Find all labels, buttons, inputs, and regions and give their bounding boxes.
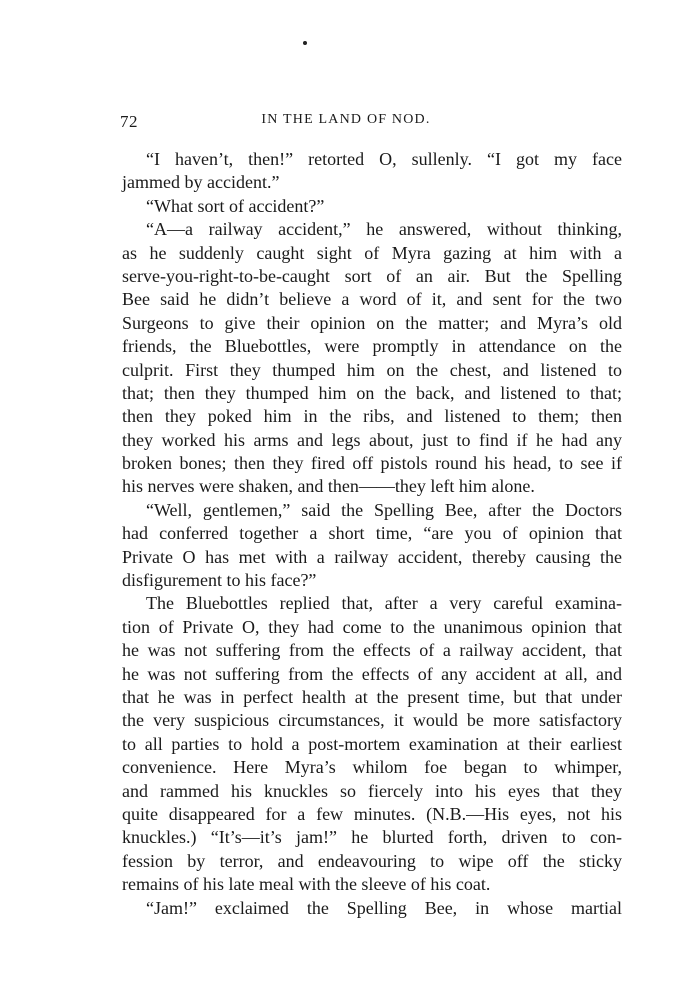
text-line: and rammed his knuckles so fiercely into his eyes that they: [122, 780, 622, 801]
text-line: serve-you-right-to-be-caught sort of an air. But the Spelling: [122, 265, 622, 286]
running-head: [120, 112, 572, 136]
text-line: “Jam!” exclaimed the Spelling Bee, in whose martial: [146, 897, 622, 918]
text-line: Bee said he didn’t believe a word of it, and sent for the two: [122, 289, 622, 310]
text-line: then they poked him in the ribs, and listened to them; then: [122, 406, 622, 427]
text-line: friends, the Bluebottles, were promptly in attendance on the: [122, 336, 622, 357]
text-line: tion of Private O, they had come to the unanimous opinion that: [122, 616, 622, 637]
text-line: that; then they thumped him on the back, and listened to that;: [122, 382, 622, 403]
text-line: “Well, gentlemen,” said the Spelling Bee, after the Doctors: [146, 499, 622, 520]
text-line: he was not suffering from the effects of any accident at all, and: [122, 663, 622, 684]
text-line: “A—a railway accident,” he answered, without thinking,: [146, 219, 622, 240]
text-line: quite disappeared for a few minutes. (N.B.—His eyes, not his: [122, 803, 622, 824]
text-line: knuckles.) “It’s—it’s jam!” he blurted forth, driven to con-: [122, 827, 622, 848]
text-line: he was not suffering from the effects of a railway accident, that: [122, 640, 622, 661]
text-line: “I haven’t, then!” retorted O, sullenly. “I got my face: [146, 149, 622, 169]
text-line: The Bluebottles replied that, after a very careful examina-: [146, 593, 622, 614]
text-line: Private O has met with a railway accident, thereby causing the: [122, 546, 622, 567]
text-line: had conferred together a short time, “are you of opinion that: [122, 523, 622, 544]
text-line: remains of his late meal with the sleeve of his coat.: [122, 874, 491, 895]
text-line: as he suddenly caught sight of Myra gazing at him with a: [122, 242, 622, 263]
text-line: Surgeons to give their opinion on the matter; and Myra’s old: [122, 312, 622, 333]
text-line: culprit. First they thumped him on the chest, and listened to: [122, 359, 622, 380]
text-line: that he was in perfect health at the present time, but that under: [122, 686, 622, 707]
text-line: fession by terror, and endeavouring to wipe off the sticky: [122, 850, 622, 871]
body-text: [122, 148, 622, 920]
text-line: broken bones; then they fired off pistols round his head, to see if: [122, 453, 622, 474]
print-speck: [303, 41, 307, 45]
text-line: to all parties to hold a post-mortem examination at their earliest: [122, 733, 622, 754]
text-line: convenience. Here Myra’s whilom foe began to whimper,: [122, 757, 622, 778]
page-number: 72: [120, 112, 138, 131]
running-title: IN THE LAND OF NOD.: [261, 112, 431, 127]
text-line: jammed by accident.”: [122, 172, 280, 193]
text-line: his nerves were shaken, and then——they left him alone.: [122, 476, 535, 497]
text-line: “What sort of accident?”: [146, 195, 325, 216]
text-line: disfigurement to his face?”: [122, 570, 317, 591]
text-line: the very suspicious circumstances, it would be more satisfactory: [122, 710, 622, 731]
text-line: they worked his arms and legs about, just to find if he had any: [122, 429, 622, 450]
